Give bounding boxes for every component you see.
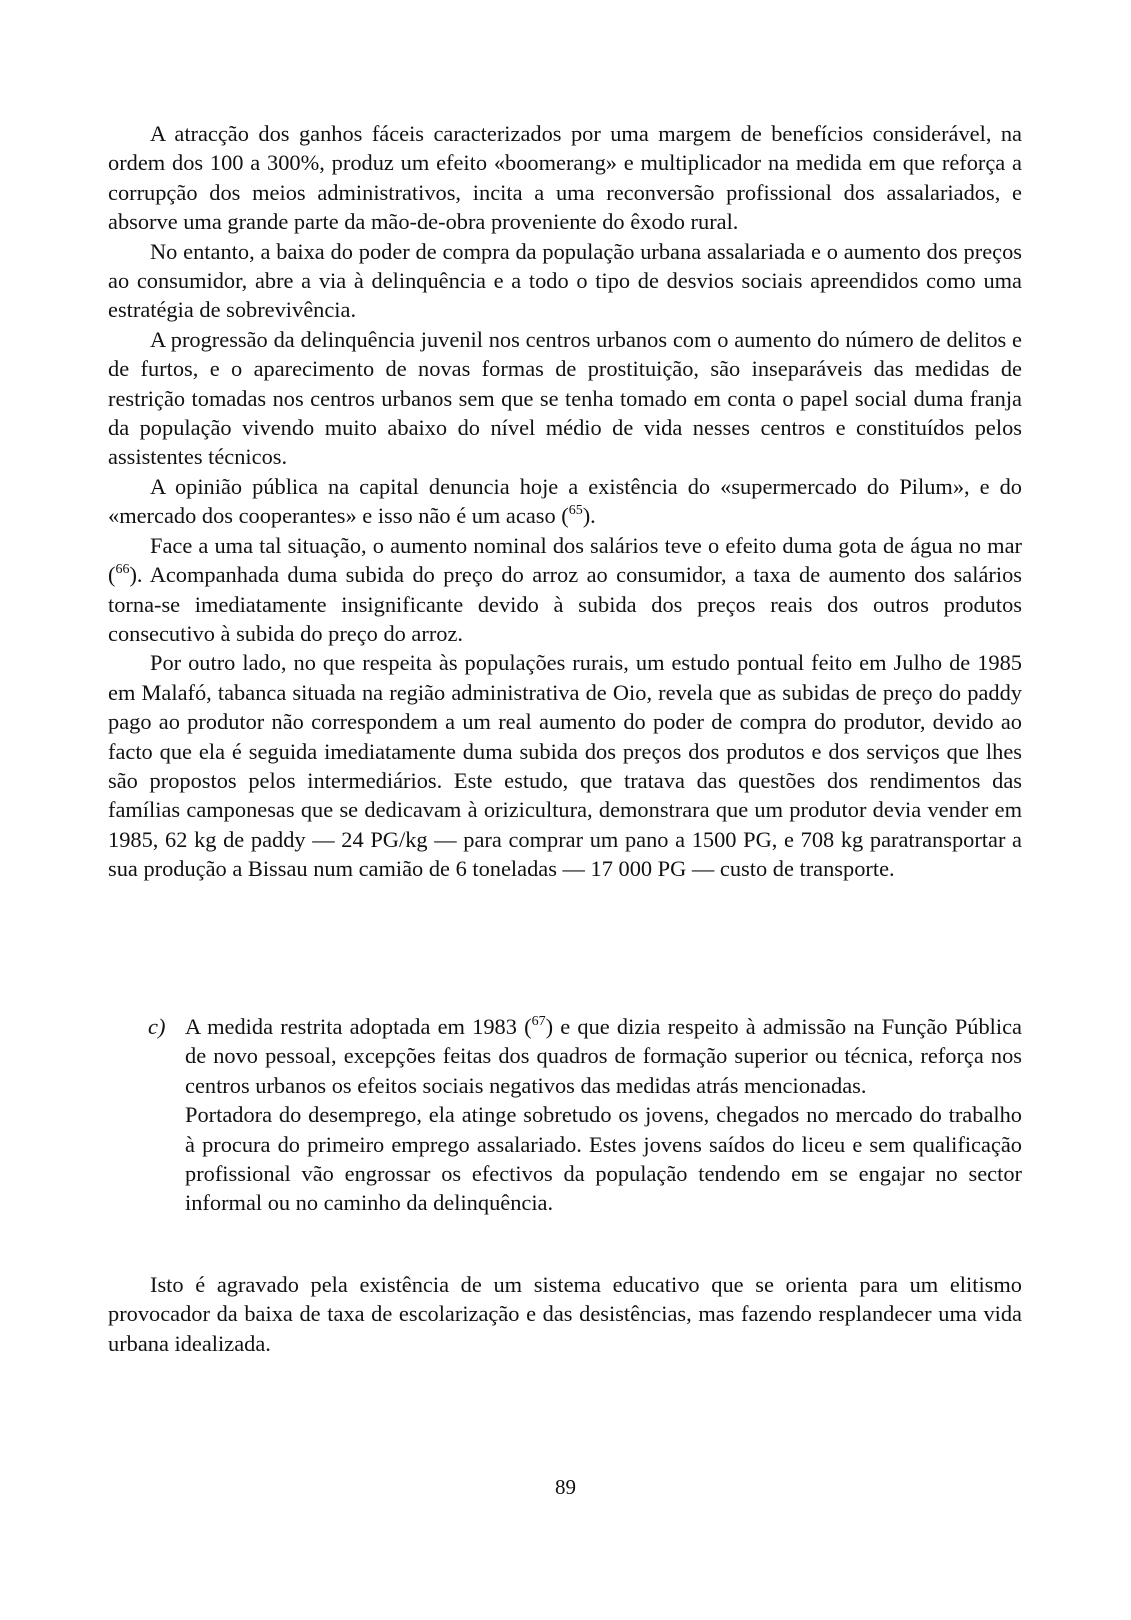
main-text [108, 119, 1022, 884]
page-number: 89 [555, 1475, 576, 1499]
paragraph-6: Por outro lado, no que respeita às populações rurais, um estudo pontual feito em Julho de 1985 em Malafó, tabanca situada na região administrativa de Oio, revela que as subidas de preço do paddy pago ao produtor não correspondem a um real aumento do poder de compra do produtor, devido ao facto que ela é seguida imediatamente duma subida dos preços dos produtos e dos serviços que lhes são propostos pelos intermediários. Este estudo, que tratava das questões dos rendimentos das famílias camponesas que se dedicavam à orizicultura, demonstrara que um produtor devia vender em 1985, 62 kg de paddy — 24 PG/kg — para comprar um pano a 1500 PG, e 708 kg paratransportar a sua produção a Bissau num camião de 6 toneladas — 17 000 PG — custo de transporte. [108, 650, 1022, 882]
footnote-ref-67: 67 [531, 1014, 546, 1029]
paragraph-1: A atracção dos ganhos fáceis caracterizados por uma margem de benefícios considerável, na ordem dos 100 a 300%, produz um efeito «boomerang» e multiplicador na medida em que reforça a corrupção dos meios administrativos, incita a uma reconversão profissional dos assalariados, e absorve uma grande parte da mão-de-obra proveniente do êxodo rural. [108, 121, 1022, 235]
paragraph-2: No entanto, a baixa do poder de compra da população urbana assalariada e o aumento dos preços ao consumidor, abre a via à delinquência e a todo o tipo de desvios sociais apreendidos como uma estratégia de sobrevivência. [108, 238, 1022, 323]
list-item-c [108, 1012, 1022, 1218]
item-c-paragraph-1: A medida restrita adoptada em 1983 ($^{67}$) e que dizia respeito à admissão na Função Pública de novo pessoal, excepções feitas dos quadros de formação superior ou técnica, reforça nos centros urbanos os efeitos sociais negativos das medidas atrás mencionadas. [185, 1014, 1022, 1098]
list-item-body [185, 1012, 1022, 1218]
item-c-paragraph-2: Portadora do desemprego, ela atinge sobretudo os jovens, chegados no mercado do trabalho à procura do primeiro emprego assalariado. Estes jovens saídos do liceu e sem qualificação profissional vão engrossar os efectivos da população tendendo em se engajar no sector informal ou no caminho da delinquência. [185, 1102, 1022, 1216]
closing-paragraph: Isto é agravado pela existência de um sistema educativo que se orienta para um elitismo provocador da baixa de taxa de escolarização e das desistências, mas fazendo resplandecer uma vida urbana idealizada. [108, 1272, 1022, 1356]
paragraph-3: A progressão da delinquência juvenil nos centros urbanos com o aumento do número de delitos e de furtos, e o aparecimento de novas formas de prostituição, são inseparáveis das medidas de restrição tomadas nos centros urbanos sem que se tenha tomado em conta o papel social duma franja da população vivendo muito abaixo do nível médio de vida nesses centros e constituídos pelos assistentes técnicos. [108, 326, 1022, 470]
paragraph-4: A opinião pública na capital denuncia hoje a existência do «supermercado do Pilum», e do «mercado dos cooperantes» e isso não é um acaso ($^{65}$). [108, 473, 1022, 529]
paragraph-5: Face a uma tal situação, o aumento nominal dos salários teve o efeito duma gota de água no mar ($^{66}$). Acompanhada duma subida do preço do arroz ao consumidor, a taxa de aumento dos salários torna-se imediatamente insignificante devido à subida dos preços reais dos outros produtos consecutivo à subida do preço do arroz. [108, 532, 1022, 646]
closing-text [108, 1270, 1022, 1358]
list-marker: c) [148, 1014, 166, 1039]
footnote-ref-66: 66 [115, 562, 130, 578]
footnote-ref-65: 65 [568, 503, 583, 519]
